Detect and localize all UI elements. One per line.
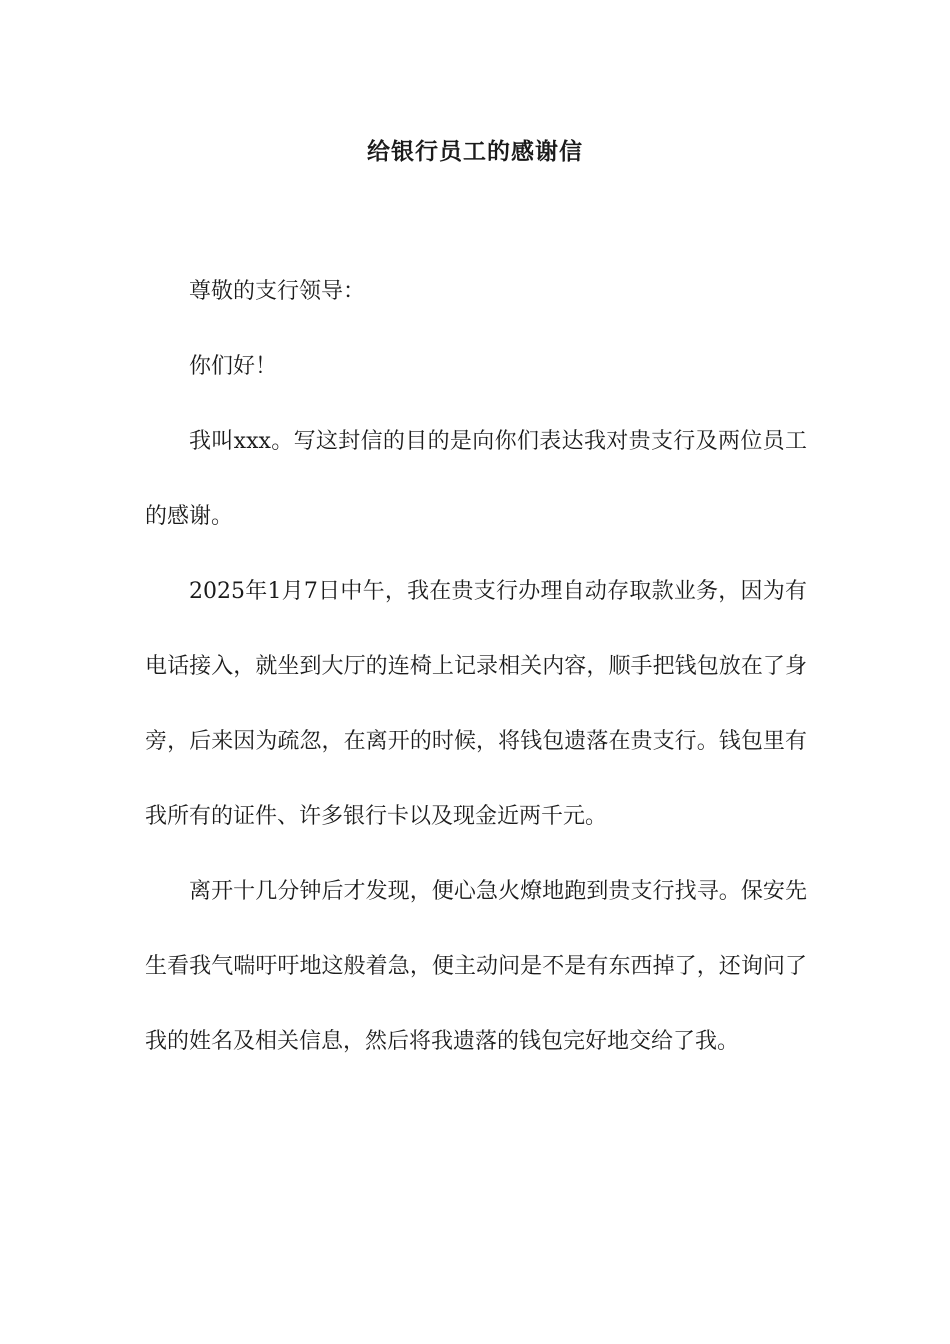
salutation: 尊敬的支行领导：: [189, 279, 366, 304]
body-paragraph: 2025年1月7日中午，我在贵支行办理自动存取款业务，因为有电话接入，就坐到大厅的连椅上记录相关内容，顺手把钱包放在了身旁，后来因为疏忽，在离开的时候，将钱包遗落在贵支行。钱包里有我所有的证件、许多银行卡以及现金近两千元。: [145, 579, 807, 829]
body-paragraph: 离开十几分钟后才发现，便心急火燎地跑到贵支行找寻。保安先生看我气喘吁吁地这般着急，便主动问是不是有东西掉了，还询问了我的姓名及相关信息，然后将我遗落的钱包完好地交给了我。: [145, 879, 807, 1054]
body-paragraph: 我叫xxx。写这封信的目的是向你们表达我对贵支行及两位员工的感谢。: [145, 429, 807, 529]
letter-body: [145, 254, 807, 1079]
greeting: 你们好！: [189, 354, 278, 379]
letter-title: 给银行员工的感谢信: [367, 138, 583, 165]
